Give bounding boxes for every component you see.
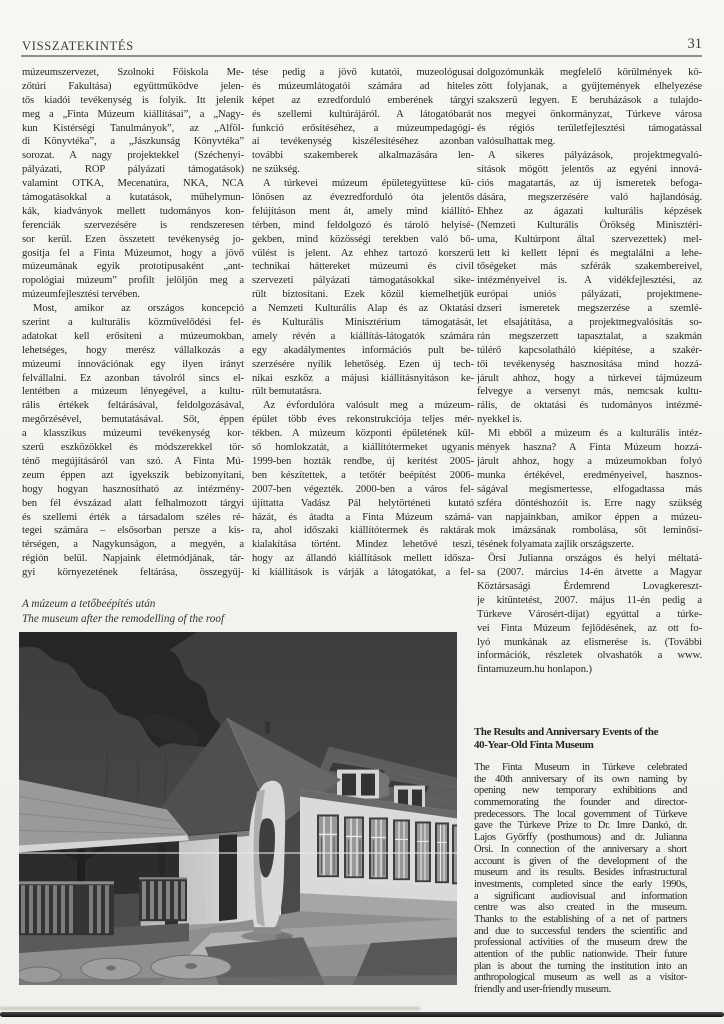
window-3 — [368, 817, 389, 881]
text-line: zött folyjanak, a gyűjtemények elhelyezése — [477, 80, 702, 92]
text-line: professional activities of the museum drew the — [474, 937, 687, 949]
text-line: rális, de oktatási és tudományos intézmé- — [477, 400, 702, 412]
text-line: térségen, a Nagykunságon, a megyén, a — [22, 539, 244, 551]
text-line: egy akadálymentes információs pult be- — [252, 344, 474, 356]
text-line: házát, és átadta a Finta Múzeum számá- — [252, 511, 474, 523]
text-line: sorozat. A nagy projektekkel (Széchenyi- — [22, 150, 244, 162]
text-line: Ehhez az ágazati kulturális képzések — [477, 205, 702, 217]
header-rule — [21, 55, 702, 57]
text-line: Az évfordulóra valósult meg a múzeum- — [263, 400, 474, 412]
text-column-3 — [477, 66, 702, 677]
text-line: opening new temporary exhibitions and — [474, 785, 687, 797]
text-line: di Könyvtéka”, a „Jászkunság Könyvtéka” — [22, 136, 244, 148]
text-line: tős kiadói tevékenység is folyik. Itt jelenik — [22, 94, 244, 106]
text-line: museum and its results. Besides infrastructural — [474, 867, 687, 879]
text-line: attention of the public nationwide. Their future — [474, 949, 687, 960]
text-line: rális értékek feltárásával, feldolgozásával, — [22, 400, 244, 412]
text-line: felvállalni. Ez azonban távolról sincs el- — [22, 372, 244, 384]
text-line: funkció erősítéséhez, a múzeumpedagógi- — [252, 122, 474, 134]
text-line: és múzeumlátogatói számára ad hiteles — [252, 80, 474, 92]
text-line: ai tevékenység kiszélesítéséhez azonban — [252, 136, 474, 148]
text-line: fintamuzeum.hu honlapon.) — [477, 664, 592, 676]
text-line: dzseri ismeretek megszerzése a szemlé- — [477, 303, 702, 315]
text-line: lett ki kellett lépni és megtalálni a lehe- — [477, 247, 702, 259]
text-line: (Nemzeti Kulturális Örökség Minisztéri- — [477, 219, 702, 231]
text-line: zeum éppen azt igyekszik bebizonyítani, — [22, 469, 244, 481]
text-line: Mi ebből a múzeum és a kulturális intéz- — [488, 428, 702, 440]
text-line: commemorating the founder and director- — [474, 797, 687, 809]
text-line: mok imázsának rombolása, sőt leminősí- — [477, 525, 702, 537]
text-line: Túrkeve Városért-díjat) egyúttal a túrke- — [477, 608, 702, 620]
text-line: nos megyei önkormányzat, Túrkeve városa — [477, 108, 702, 120]
text-line: rült biztosítani. Ezek közül kiemelhetjük — [252, 289, 474, 301]
text-line: járult ahhoz, hogy a múzeumokban folyó — [477, 455, 702, 467]
text-line: további szakemberek alkalmazására len- — [252, 150, 474, 162]
text-line: információk, részletek olvashatók a www. — [477, 650, 702, 662]
text-line: and due to successful tenders the scientific and — [474, 925, 687, 937]
text-line: a Nemzeti Kulturális Alap és az Oktatási — [252, 303, 474, 315]
english-summary-title: The Results and Anniversary Events of the — [474, 726, 659, 738]
text-line: Thanks to the establishing of a net of partners — [474, 913, 687, 925]
text-line: pályázati, ROP pályázati támogatások) — [22, 164, 244, 176]
scan-scratch-line — [19, 852, 457, 853]
text-line: dolgozómunkák megfelelő körülmények kö- — [477, 67, 702, 78]
text-line: rült bemutatásra. — [252, 386, 322, 398]
text-line: szerint a kulturális közművelődési fel- — [22, 317, 244, 329]
text-line: gekben, mind közösségi terekben való bő- — [252, 233, 474, 245]
text-line: tésének folyamata zajlik országszerte. — [477, 539, 634, 551]
text-line: van napjainkban, amikor éppen a múzeu- — [477, 511, 702, 523]
english-summary-text — [474, 762, 687, 996]
text-line: tői tevékenység hasznosítása mind hozzá- — [477, 358, 702, 370]
text-line: régión belül. Napjaink életmódjának, tár- — [22, 553, 244, 565]
text-line: valamint OTKA, Mecenatúra, NKA, NCA — [22, 178, 244, 190]
text-line: ső homlokzatát, a kiállítótermeket ugyanis — [252, 442, 474, 454]
text-line: sa (2007. március 14-én átvette a Magyar — [477, 567, 702, 579]
text-column-2 — [252, 66, 474, 580]
text-line: nikai eszköz a májusi kiállításnyitáson ke- — [252, 372, 474, 384]
text-line: járult ahhoz, hogy a túrkevei tájmúzeum — [477, 372, 702, 384]
photo-caption-english: The museum after the remodelling of the roof — [22, 612, 225, 625]
text-line: szféra döntéshozóit is. Erre nagy szükség — [477, 497, 702, 509]
text-line: sítások mögött jelentős az egyéni innová- — [477, 164, 702, 176]
text-line: lentétben a múzeum lényegével, a kultu- — [22, 386, 244, 398]
text-line: Lajos Győrffy (posthumous) and dr. Julianna — [474, 832, 687, 844]
text-line: ténő megújításáról van szó. A Finta Mú- — [22, 455, 244, 467]
text-line: múzeumszervezet, Szolnoki Főiskola Me- — [22, 67, 244, 78]
text-line: tékben. A múzeum központi épületének kül- — [252, 428, 474, 440]
text-line: és szellemi érték a társadalom széles ré- — [22, 511, 244, 523]
text-line: ben fél évszázad alatt felhalmozott tárgyi — [22, 497, 244, 509]
text-line: vülést is jelent. Az ehhez tartozó korszerű — [252, 247, 474, 259]
photo-caption-hungarian: A múzeum a tetőbeépítés után — [22, 598, 156, 610]
text-line: képet az ezredforduló emberének tárgyi — [252, 94, 474, 106]
text-line: felvegye a versenyt más, nemcsak kultu- — [477, 386, 702, 398]
text-line: meg a „Finta Múzeum kiállításai”, a „Nagy- — [22, 108, 244, 120]
text-line: gave the Túrkeve Prize to Dr. Imre Dankó, dr. — [474, 820, 687, 832]
text-line: The Finta Museum in Túrkeve celebrated — [474, 762, 687, 773]
text-line: lönösen az évezredforduló óta jelentős — [252, 192, 474, 204]
text-line: szerzésére nyílik lehetőség. Ezen új tech- — [252, 358, 474, 370]
text-line: hogy az állandó kiállítások mellett idősza- — [252, 553, 474, 565]
text-line: múzeumi innovációnak egy ilyen irányt — [22, 358, 244, 370]
text-line: tőségeket más szférák szakembereivel, — [477, 261, 702, 273]
text-line: szakszerű legyen. E beruházások a tulajdo- — [477, 94, 702, 106]
text-line: szerű eszközökkel és módszerekkel tör- — [22, 442, 244, 454]
text-line: gosítja fel a Finta Múzeumot, hogy a jövő — [22, 247, 244, 259]
text-line: múzeumának egyik prototípusaként „ant- — [22, 261, 244, 273]
text-line: ropológiai múzeum” profilt jelöljön meg a — [22, 275, 244, 287]
text-line: 1999-ben hozták rendbe, új kerítést 2005- — [252, 455, 474, 467]
text-line: zőtúri Fakultása) együttműködve jelen- — [22, 80, 244, 92]
text-line: friendly and user-friendly museum. — [474, 984, 611, 996]
text-line: account is given of the development of the — [474, 855, 687, 867]
text-line: ságával megismertesse, elfogadtassa más — [477, 483, 702, 495]
text-line: intézményeivel is. A vidékfejlesztési, az — [477, 275, 702, 287]
text-line: plan is about the turning the institution into an — [474, 960, 687, 972]
text-line: munka értékével, eredményeivel, hasznos- — [477, 469, 702, 481]
text-line: kialakítása történt. Mindez lehetővé teszi, — [252, 539, 474, 551]
museum-photo — [19, 632, 457, 985]
text-line: rán megszerzett tapasztalat, a szakmán — [477, 330, 702, 342]
text-line: valósulhattak meg. — [477, 136, 556, 148]
text-line: a klasszikus múzeumi tevékenység kor- — [22, 428, 244, 440]
text-line: A túrkevei múzeum épületegyüttese kü- — [263, 178, 474, 190]
text-line: ferenciák szervezésére is rendszeresen — [22, 219, 244, 231]
text-line: adatokat kell erősíteni a múzeumokban, — [22, 330, 244, 342]
text-line: ciós magatartás, az új ismeretek befoga- — [477, 178, 702, 190]
text-line: tése pedig a jövő kutatói, muzeológusai — [252, 67, 474, 78]
text-line: ki kiállítások is várják a látogatókat, a fel- — [252, 567, 474, 579]
museum-wing — [300, 790, 457, 927]
text-line: vei Finta Múzeum fejlődésének, az ott fo- — [477, 622, 702, 634]
text-line: túlérő kapcsolatháló kiépítése, a szakér- — [477, 344, 702, 356]
text-line: Most, amikor az országos koncepció — [33, 303, 244, 315]
text-line: és szellemi kultúrájáról. A látogatóbarát — [252, 108, 474, 120]
text-line: térben, mind feldolgozó és tároló helyisé- — [252, 219, 474, 231]
text-line: Örsi Julianna országos és helyi méltatá- — [488, 553, 702, 565]
window-6 — [434, 822, 450, 885]
window-1 — [316, 814, 340, 879]
roof-finial — [265, 722, 270, 734]
text-line: és régiós területfejlesztési támogatással — [477, 122, 702, 134]
text-line: amely révén a kiállítás-látogatók számára — [252, 330, 474, 342]
text-line: és Kulturális Minisztérium támogatását, — [252, 317, 474, 329]
text-column-1 — [22, 66, 244, 580]
text-line: the 40th anniversary of its own naming by — [474, 773, 687, 785]
text-line: múzeumfejlesztési tervében. — [22, 289, 140, 301]
section-title: VISSZATEKINTÉS — [22, 39, 134, 53]
scan-artifact — [0, 1007, 420, 1010]
text-line: ne szükség. — [252, 164, 300, 176]
text-line: lehetséges, hogy merész vállalkozás a — [22, 344, 244, 356]
text-line: je kitüntetést, 2007. május 11-én pedig a — [477, 594, 702, 606]
text-line: 2007-ben végezték. 2000-ben a város fel- — [252, 483, 474, 495]
text-line: kák, kiadványok mellett tudományos kon- — [22, 205, 244, 217]
text-line: lyó munkának az elismerése is. (További — [477, 636, 702, 648]
text-line: technikai háttereket múzeumi és civil — [252, 261, 474, 273]
text-line: ra, ahol időszaki kiállítótermek és raktárak — [252, 525, 474, 537]
text-line: mények haszna? A Finta Múzeum hozzá- — [477, 442, 702, 454]
text-line: felújításon ment át, amely mind kiállító- — [252, 205, 474, 217]
page-bottom-scan-edge — [0, 1012, 724, 1017]
text-line: let elsajátítása, a projektmegvalósítás so- — [477, 317, 702, 329]
window-2 — [343, 816, 365, 880]
text-line: uma, Kultúrpont által szervezettek) mel- — [477, 233, 702, 245]
text-line: európai uniós pályázati, projektmene- — [477, 289, 702, 301]
text-line: Köztársasági Érdemrend Lovagkereszt- — [477, 580, 702, 592]
text-line: centre was also created in the museum. — [474, 902, 687, 914]
text-line: megőrzésével, bemutatásával. Sőt, éppen — [22, 414, 244, 426]
text-line: A sikeres pályázások, projektmegvaló- — [488, 150, 702, 162]
text-line: dására, megszerzésére való hajlandóság. — [477, 192, 702, 204]
entrance-door — [219, 834, 237, 921]
english-summary — [474, 726, 687, 996]
window-4 — [392, 819, 411, 882]
text-line: tegei számára – elsősorban persze a kis- — [22, 525, 244, 537]
text-line: investments, completed since the early 1990s, — [474, 878, 687, 890]
text-line: gyi környezetének feltárása, összegyűj- — [22, 567, 244, 579]
text-line: szervezeti pályázati támogatásokkal sike- — [252, 275, 474, 287]
text-line: nyekkel is. — [477, 414, 522, 426]
photo-caption — [22, 597, 224, 626]
text-line: anthropological museum as well as a visitor- — [474, 972, 687, 984]
text-line: épület több éves rekonstrukciója teljes mér- — [252, 414, 474, 426]
english-summary-title: 40-Year-Old Finta Museum — [474, 739, 594, 751]
window-7 — [452, 824, 457, 884]
text-line: a significant audiovisual and information — [474, 890, 687, 902]
text-line: Örsi. In connection of the anniversary a short — [474, 843, 687, 855]
text-line: hogy hogyan hasznosítható az intézmény- — [22, 483, 244, 495]
text-line: predecessors. The local government of Túrkeve — [474, 808, 687, 820]
text-line: újíttatta Vadász Pál helytörténeti kutató — [252, 497, 474, 509]
text-line: sor kerül. Ezen összetett tevékenység jo- — [22, 233, 244, 245]
page-number: 31 — [687, 36, 702, 52]
text-line: ben készítettek, a tetőtér beépítést 2006- — [252, 469, 474, 481]
window-row — [316, 814, 457, 885]
text-line: támogatásokkal a kutatások, műhelymun- — [22, 192, 244, 204]
text-line: kun Kistérségi Tanulmányok”, az „Alföl- — [22, 122, 244, 134]
